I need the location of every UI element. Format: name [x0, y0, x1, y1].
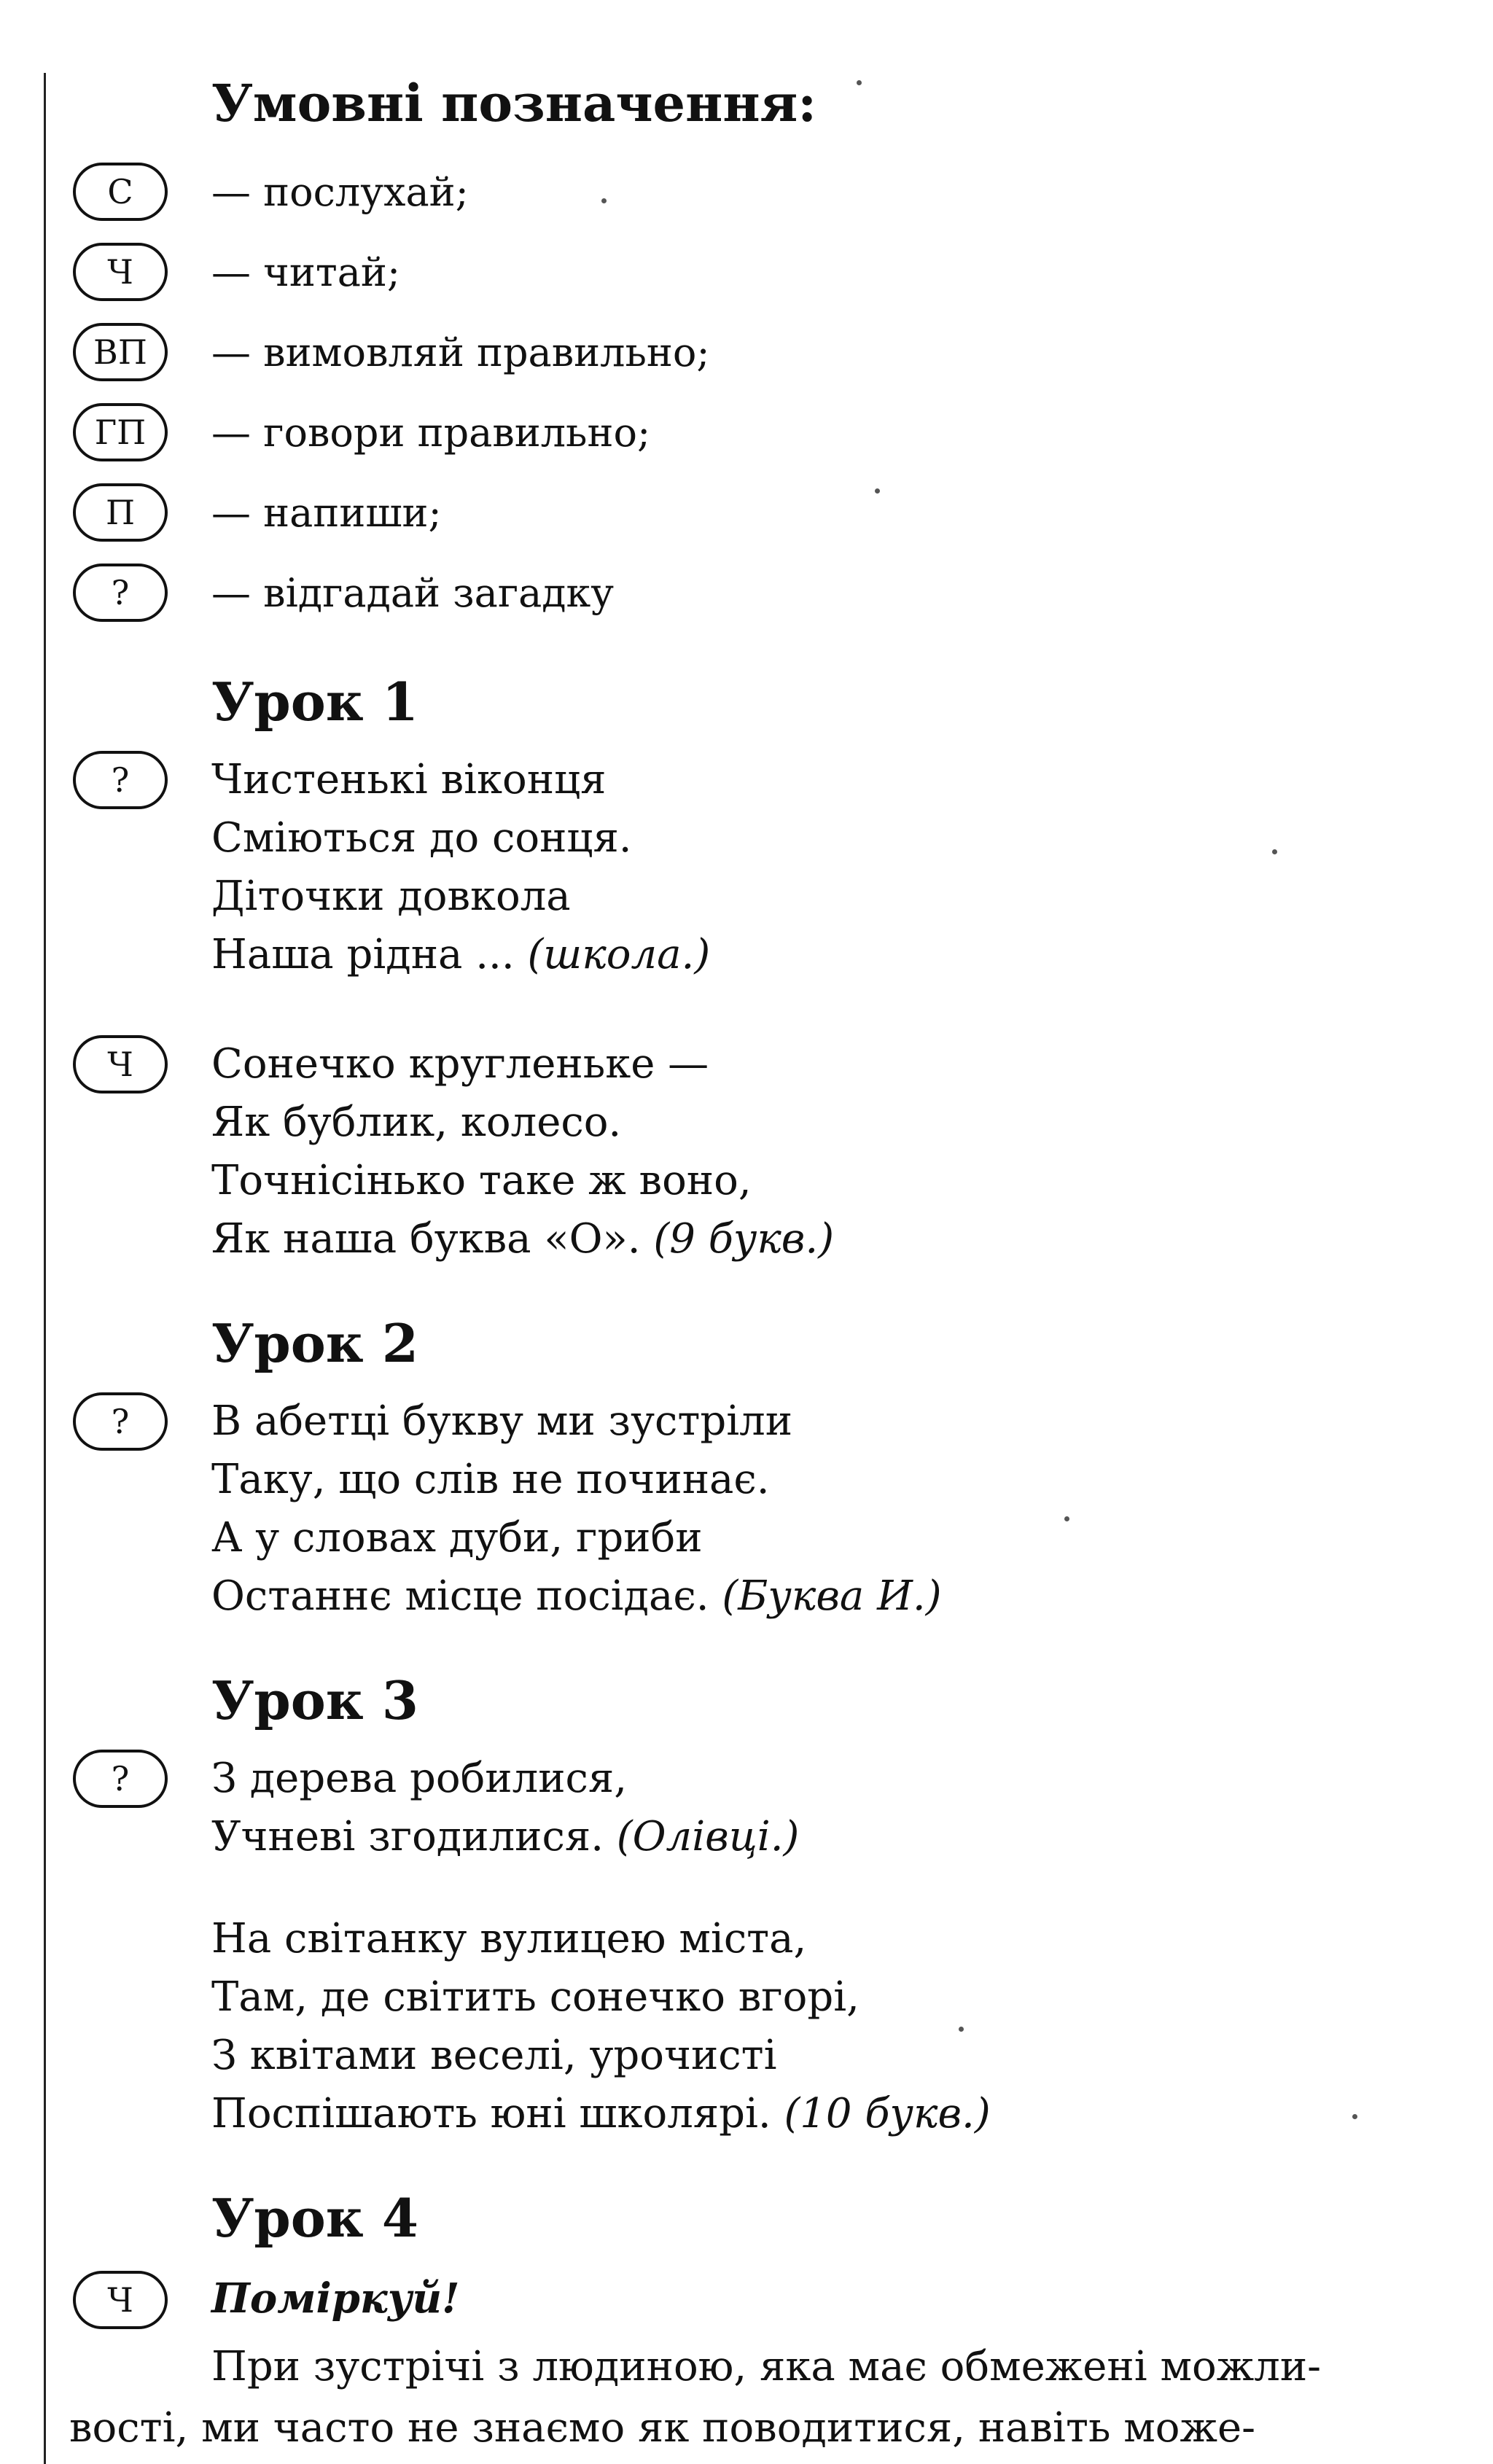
paragraph-line: При зустрічі з людиною, яка має обмежені можли- [211, 2343, 1322, 2390]
riddle-answer: (Буква И.) [722, 1572, 942, 1620]
poem-line: Таку, що слів не починає. [211, 1456, 770, 1503]
poem-line: Діточки довкола [211, 873, 571, 920]
lesson-3-poem [211, 1910, 991, 2143]
think-prompt: Поміркуй! [211, 2274, 460, 2323]
legend-item-speak: — говори правильно; [211, 410, 651, 456]
scan-speck [959, 2027, 964, 2032]
scan-speck [1272, 849, 1277, 854]
lesson-1-riddle [211, 751, 710, 984]
poem-line: З квітами веселі, урочисті [211, 2032, 777, 2079]
poem-line-text: Наша рідна ... [211, 931, 528, 978]
poem-line: Сонечко кругленьке — [211, 1040, 709, 1088]
write-badge-icon: П [73, 483, 168, 542]
lesson-1-poem [211, 1035, 834, 1268]
poem-line: Точнісінько таке ж воно, [211, 1157, 752, 1204]
poem-line: На світанку вулицею міста, [211, 1915, 807, 1962]
riddle-badge-icon: ? [73, 1750, 168, 1808]
pronounce-badge-icon: ВП [73, 323, 168, 381]
lesson-3-title: Урок 3 [211, 1669, 418, 1731]
listen-badge-icon: С [73, 163, 168, 221]
lesson-2-riddle [211, 1392, 942, 1626]
poem-line: Там, де світить сонечко вгорі, [211, 1973, 859, 2021]
poem-line [211, 1210, 834, 1268]
poem-line: В абетці букву ми зустріли [211, 1397, 793, 1445]
poem-line-text: Останнє місце посідає. [211, 1572, 722, 1620]
lesson-4-paragraph [69, 2336, 1480, 2459]
letter-count: (9 букв.) [653, 1215, 835, 1263]
poem-line [211, 2085, 991, 2143]
scan-speck [1352, 2114, 1357, 2119]
letter-count: (10 букв.) [784, 2090, 991, 2137]
read-badge-icon: Ч [73, 243, 168, 301]
riddle-answer: (школа.) [527, 931, 711, 978]
poem-line: А у словах дуби, гриби [211, 1514, 703, 1562]
legend-item-riddle: — відгадай загадку [211, 570, 615, 616]
page-margin-line [44, 73, 46, 2464]
poem-line-text: Як наша буква «О». [211, 1215, 641, 1263]
scan-speck [1064, 1516, 1069, 1521]
riddle-badge-icon: ? [73, 564, 168, 622]
legend-item-pronounce: — вимовляй правильно; [211, 330, 710, 375]
poem-line: Сміються до сонця. [211, 814, 632, 862]
legend-title: Умовні позначення: [211, 73, 817, 133]
read-badge-icon: Ч [73, 2271, 168, 2329]
speak-badge-icon: ГП [73, 403, 168, 461]
legend-item-read: — читай; [211, 249, 401, 295]
lesson-2-title: Урок 2 [211, 1312, 418, 1374]
poem-line-text: Поспішають юні школярі. [211, 2090, 784, 2137]
read-badge-icon: Ч [73, 1035, 168, 1093]
lesson-1-title: Урок 1 [211, 671, 418, 733]
poem-line: З дерева робилися, [211, 1755, 628, 1802]
poem-line: Чистенькі віконця [211, 756, 607, 803]
poem-line [211, 1567, 942, 1626]
scan-speck [857, 80, 862, 85]
lesson-4-title: Урок 4 [211, 2187, 418, 2249]
scan-speck [875, 488, 880, 494]
paragraph-line: вості, ми часто не знаємо як поводитися, навіть може- [69, 2404, 1256, 2452]
scan-speck [601, 198, 607, 203]
riddle-badge-icon: ? [73, 751, 168, 809]
lesson-3-riddle [211, 1750, 799, 1866]
riddle-answer: (Олівці.) [616, 1813, 800, 1860]
riddle-badge-icon: ? [73, 1392, 168, 1451]
poem-line-text: Учневі згодилися. [211, 1813, 617, 1860]
legend-item-listen: — послухай; [211, 169, 469, 215]
legend-item-write: — напиши; [211, 490, 442, 536]
poem-line: Як бублик, колесо. [211, 1099, 622, 1146]
poem-line [211, 926, 710, 984]
poem-line [211, 1808, 799, 1866]
